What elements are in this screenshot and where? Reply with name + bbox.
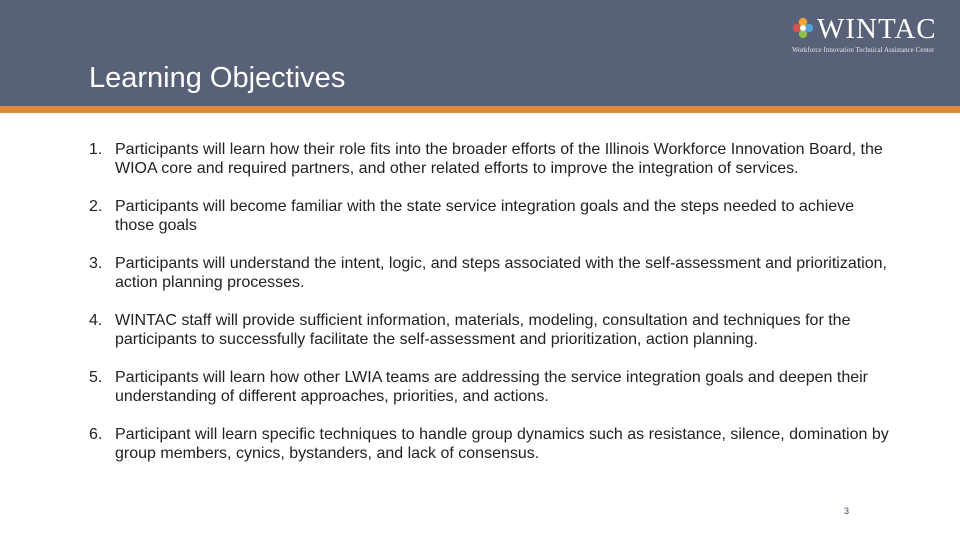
objectives-list [89,140,889,482]
page-number: 3 [844,506,850,516]
list-item [89,311,889,349]
slide-title: Learning Objectives [89,62,346,94]
item-number: 2. [89,198,103,215]
list-item [89,197,889,235]
accent-stripe [0,106,960,113]
item-number: 6. [89,426,103,443]
item-number: 5. [89,369,103,386]
item-text: Participants will learn how other LWIA teams are addressing the service integration goals and deepen their understanding of different approaches, priorities, and actions. [115,369,869,405]
item-text: Participants will become familiar with the state service integration goals and the steps needed to achieve those goals [115,198,855,234]
list-item [89,425,889,463]
item-text: Participants will understand the intent, logic, and steps associated with the self-assessment and prioritization, action planning processes. [115,255,887,291]
item-number: 4. [89,312,103,329]
list-item [89,254,889,292]
wintac-logo [792,15,952,57]
logo-subtitle: Workforce Innovation Technical Assistance Center [792,46,935,54]
item-text: WINTAC staff will provide sufficient information, materials, modeling, consultation and techniques for the participants to successfully facilitate the self-assessment and prioritization, action planning. [115,312,851,348]
logo-wordmark: WINTAC [817,13,937,45]
list-item [89,140,889,178]
item-number: 3. [89,255,103,272]
wintac-flower-logo-icon [792,17,814,39]
item-text: Participants will learn how their role fits into the broader efforts of the Illinois Workforce Innovation Board, the WIOA core and required partners, and other related efforts to improve the integration of services. [115,141,883,177]
list-item [89,368,889,406]
item-text: Participant will learn specific techniques to handle group dynamics such as resistance, silence, domination by group members, cynics, bystanders, and lack of consensus. [115,426,889,462]
item-number: 1. [89,141,103,158]
